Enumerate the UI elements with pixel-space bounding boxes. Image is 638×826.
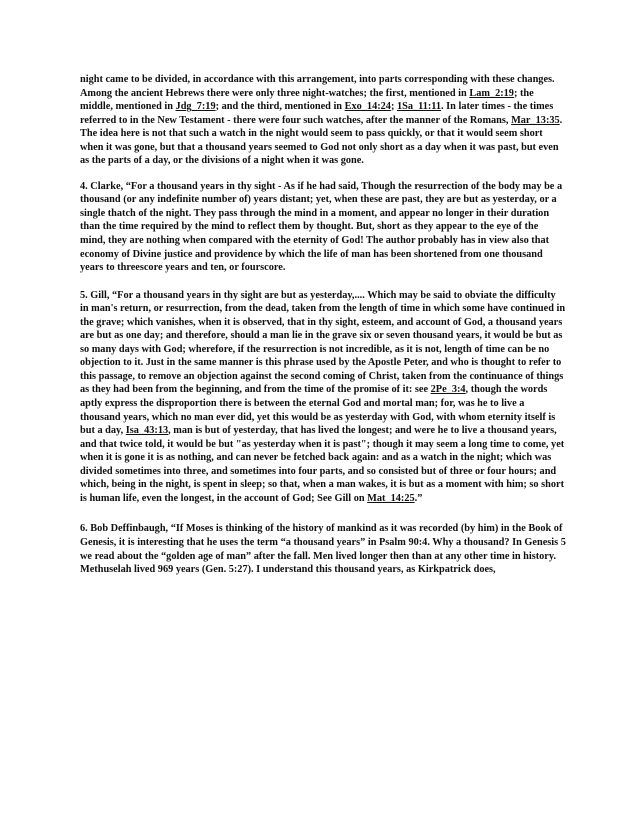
scripture-reference-link[interactable]: Mar_13:35 xyxy=(511,114,560,126)
scripture-reference-link[interactable]: 1Sa_11:11 xyxy=(396,101,442,113)
scripture-reference-link[interactable]: Lam_2:19 xyxy=(469,87,514,99)
paragraph-text: .” xyxy=(414,492,423,504)
paragraph-text: , though the words aptly express the disproportion there is between the eternal God and mortal man; for, was he to live a thousand years, which no man ever did, yet this would be as yesterday with God, with whom eternity itself is but a day, xyxy=(80,384,556,437)
scripture-reference-link[interactable]: 2Pe_3:4 xyxy=(430,384,466,396)
paragraph-spacer xyxy=(80,275,566,289)
paragraph-text: ; xyxy=(390,101,397,113)
body-paragraph xyxy=(80,73,566,168)
body-paragraph xyxy=(80,180,566,275)
document-page xyxy=(80,73,566,577)
paragraph-text: 5. Gill, “For a thousand years in thy sight are but as yesterday,.... Which may be said to obviate the difficulty in man's return, or resurrection, from the dead, taken from the length of time in which some have continued in the grave; which vanishes, when it is observed, that in thy sight, esteem, and account of God, a thousand years are but as one day; and therefore, should a man lie in the grave six or seven thousand years, it would be but as so many days with God; wherefore, if the resurrection is not incredible, as it is not, length of time can be no objection to it. Just in the same manner is this phrase used by the Apostle Peter, and who is thought to refer to this passage, to remove an objection against the second coming of Christ, taken from the continuance of things as they had been from the beginning, and from the time of the promise of it: see xyxy=(80,289,566,396)
paragraph-text: . In later times - the times referred to in the New Testament - there were four such watches, after the manner of the Romans, xyxy=(80,101,554,126)
scripture-reference-link[interactable]: Mat_14:25 xyxy=(367,492,415,504)
body-paragraph xyxy=(80,522,566,576)
paragraph-text: , man is but of yesterday, that has lived the longest; and were he to live a thousand years, and that twice told, it would be but "as yesterday when it is past"; though it may seem a long time to come, yet when it is gone it is as nothing, and can never be fetched back again: and as a watch in the night; which was divided sometimes into three, and sometimes into four parts, and so consisted but of three or four hours; and which, being in the night, is spent in sleep; so that, when a man wakes, it is but as a moment with him; so short is human life, even the longest, in the account of God; See Gill on xyxy=(80,425,565,504)
scripture-reference-link[interactable]: Exo_14:24 xyxy=(344,101,391,113)
paragraph-text: . The idea here is not that such a watch in the night would seem to pass quickly, or that it would seem short when it was gone, but that a thousand years seemed to God not only short as a day when it was past, but even as the parts of a day, or the divisions of a night when it was gone. xyxy=(80,114,563,167)
paragraph-text: 6. Bob Deffinbaugh, “If Moses is thinking of the history of mankind as it was recorded (by him) in the Book of Genesis, it is interesting that he uses the term “a thousand years” in Psalm 90:4. Why a thousand? In Genesis 5 we read about the “golden age of man” after the fall. Men lived longer then than at any other time in history. Methuselah lived 969 years (Gen. 5:27). I understand this thousand years, as Kirkpatrick does, xyxy=(80,523,566,576)
paragraph-text: night came to be divided, in accordance with this arrangement, into parts corresponding with these changes. Among the ancient Hebrews there were only three night-watches; the first, mentioned in xyxy=(80,74,555,99)
body-paragraph xyxy=(80,289,566,506)
paragraph-text: ; and the third, mentioned in xyxy=(215,101,345,113)
scripture-reference-link[interactable]: Isa_43:13 xyxy=(125,425,169,437)
scripture-reference-link[interactable]: Jdg_7:19 xyxy=(175,101,216,113)
paragraph-spacer xyxy=(80,168,566,180)
paragraph-spacer xyxy=(80,505,566,522)
paragraph-text: 4. Clarke, “For a thousand years in thy sight - As if he had said, Though the resurrection of the body may be a thousand (or any indefinite number of) years distant; yet, when these are past, they are but as yesterday, or a single thatch of the night. They pass through the mind in a moment, and appear no longer in their duration than the time required by the mind to reflect them by thought. But, short as they appear to the eye of the mind, they are nothing when compared with the eternity of God! The author probably has in view also that economy of Divine justice and providence by which the life of man has been shortened from one thousand years to threescore years and ten, or fourscore. xyxy=(80,180,563,274)
paragraph-text: ; the middle, mentioned in xyxy=(80,87,534,113)
